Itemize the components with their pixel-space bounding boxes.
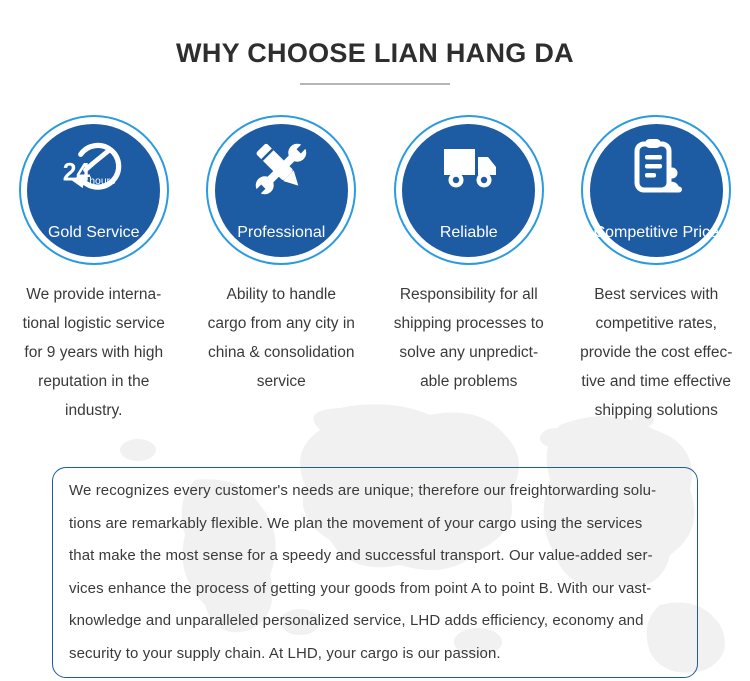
- summary-line: security to your supply chain. At LHD, your cargo is our passion.: [69, 644, 501, 662]
- title-underline: [300, 83, 450, 85]
- gold-service-badge: [19, 115, 169, 265]
- competitive-price-badge: [581, 115, 731, 265]
- desc-line: We provide interna-: [26, 286, 162, 303]
- feature-gold-service: [0, 115, 188, 425]
- feature-description: [188, 280, 376, 396]
- badge-label: Gold Service: [47, 223, 140, 241]
- desc-line: able problems: [420, 373, 518, 390]
- summary-line: vices enhance the process of getting your goods from point A to point B. With our vast-: [69, 579, 652, 597]
- truck-icon: [433, 133, 505, 205]
- professional-badge-inner: [215, 124, 348, 257]
- clock-24-label: 24: [62, 158, 90, 186]
- feature-reliable: [375, 115, 563, 425]
- feature-description: [375, 280, 563, 396]
- desc-line: reputation in the: [38, 373, 150, 390]
- feature-description: [563, 280, 750, 425]
- summary-line: knowledge and unparalleled personalized service, LHD adds efficiency, economy and: [69, 612, 644, 629]
- clock-hours-label: hours: [89, 175, 116, 187]
- desc-line: solve any unpredict-: [399, 344, 539, 361]
- badge-label: Reliable: [439, 223, 498, 241]
- feature-description: [0, 280, 188, 425]
- professional-badge: [206, 115, 356, 265]
- reliable-badge-inner: [402, 124, 535, 257]
- features-row: [0, 115, 750, 425]
- competitive-price-badge-inner: [590, 124, 723, 257]
- desc-line: tional logistic service: [22, 315, 165, 332]
- desc-line: provide the cost effec-: [580, 344, 733, 361]
- desc-line: shipping processes to: [393, 315, 544, 332]
- desc-line: shipping solutions: [594, 402, 718, 419]
- desc-line: china & consolidation: [208, 344, 355, 361]
- desc-line: tive and time effective: [581, 373, 732, 390]
- feature-competitive-price: [563, 115, 750, 425]
- summary-line: that make the most sense for a speedy and successful transport. Our value-added ser-: [69, 547, 653, 564]
- summary-line: tions are remarkably flexible. We plan the movement of your cargo using the services: [69, 514, 643, 532]
- clipboard-person-icon: [620, 133, 692, 205]
- feature-professional: [188, 115, 376, 425]
- badge-label: Competitive Price: [593, 223, 719, 241]
- desc-line: industry.: [65, 402, 123, 419]
- desc-line: competitive rates,: [595, 315, 717, 332]
- desc-line: Best services with: [594, 286, 719, 303]
- desc-line: cargo from any city in: [207, 315, 355, 332]
- gold-service-badge-inner: [27, 124, 160, 257]
- desc-line: Ability to handle: [226, 286, 336, 303]
- summary-line: We recognizes every customer's needs are unique; therefore our freightorwarding solu-: [69, 482, 657, 499]
- clock-24-hours-icon: [58, 133, 130, 205]
- desc-line: service: [256, 373, 306, 390]
- reliable-badge: [394, 115, 544, 265]
- desc-line: for 9 years with high: [24, 344, 164, 361]
- desc-line: Responsibility for all: [399, 286, 538, 303]
- badge-label: Professional: [237, 223, 326, 241]
- summary-box: [52, 467, 698, 678]
- pencil-wrench-icon: [245, 133, 317, 205]
- page-title: WHY CHOOSE LIAN HANG DA: [176, 38, 574, 68]
